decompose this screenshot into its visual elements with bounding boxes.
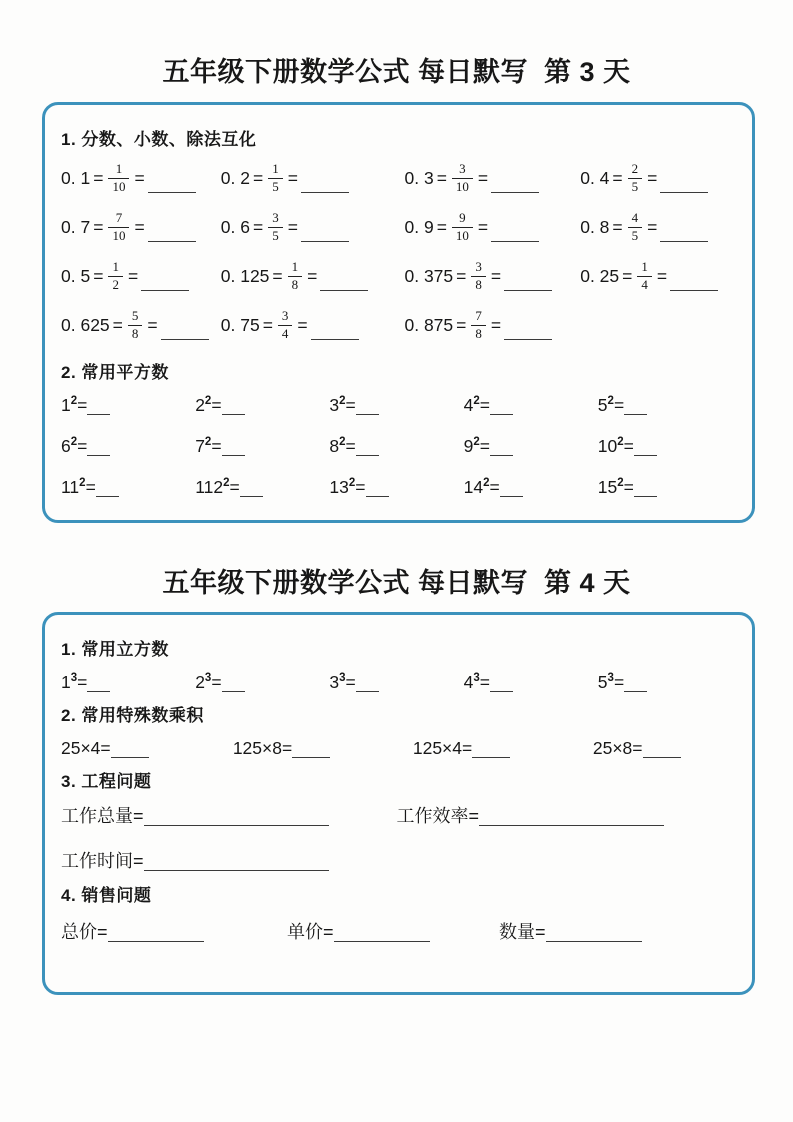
square-exponent: 2 (339, 395, 346, 408)
answer-blank (301, 241, 349, 242)
day3-squares-heading: 2. 常用平方数 (61, 363, 169, 382)
fraction-conversion-item (221, 154, 405, 203)
fraction-conversion-item (404, 301, 580, 350)
fraction-conversion-item (404, 252, 580, 301)
day4-sales-heading: 4. 销售问题 (61, 886, 152, 905)
equals-sign: = (133, 851, 144, 871)
fraction-numerator: 7 (471, 309, 486, 326)
square-base: 7 (195, 436, 205, 456)
square-item (598, 477, 732, 498)
decimal-value: 0. 1 (61, 168, 91, 188)
equals-sign: = (93, 217, 104, 237)
answer-blank (479, 825, 664, 826)
square-item (329, 477, 463, 498)
work-formula-item (61, 847, 397, 873)
product-item (593, 738, 732, 759)
answer-blank (491, 241, 539, 242)
fraction (108, 260, 123, 292)
square-item (61, 477, 195, 498)
square-item (329, 395, 463, 416)
fraction (471, 260, 486, 292)
fraction-conversion-item (61, 154, 221, 203)
equals-sign: = (535, 922, 546, 942)
day4-box (42, 612, 755, 995)
squares-grid (61, 395, 732, 498)
answer-blank (148, 192, 196, 193)
equals-sign: = (147, 315, 158, 335)
fraction-denominator: 8 (475, 277, 482, 292)
products-grid (61, 738, 732, 759)
fraction-conversion-item (221, 252, 405, 301)
day3-page-title: 五年级下册数学公式 每日默写 第 3 天 (162, 57, 631, 87)
answer-blank (624, 414, 647, 415)
fraction-numerator: 3 (278, 309, 293, 326)
product-expression: 125×4 (412, 738, 463, 758)
answer-blank (504, 339, 552, 340)
answer-blank (500, 496, 523, 497)
answer-blank (472, 757, 510, 758)
equals-sign: = (477, 217, 489, 237)
square-exponent: 2 (483, 477, 490, 490)
fraction-denominator: 5 (631, 228, 639, 243)
fraction-conversion-item (580, 252, 732, 301)
fraction-numerator: 4 (628, 211, 643, 228)
square-exponent: 2 (204, 436, 212, 449)
fraction (471, 309, 486, 341)
answer-blank (490, 414, 513, 415)
equals-sign: = (355, 477, 366, 497)
square-exponent: 2 (339, 436, 346, 449)
square-base: 15 (597, 477, 618, 497)
square-exponent: 2 (223, 477, 230, 490)
equals-sign: = (345, 436, 356, 456)
answer-blank (320, 290, 368, 291)
fraction-numerator: 1 (288, 260, 303, 277)
answer-blank (222, 414, 245, 415)
fraction (452, 162, 473, 194)
equals-sign: = (479, 395, 490, 415)
decimal-value: 0. 2 (220, 168, 250, 188)
decimal-value: 0. 3 (404, 168, 434, 188)
day4-work-heading: 3. 工程问题 (61, 772, 152, 791)
cube-base: 5 (597, 672, 608, 692)
equals-sign: = (211, 436, 222, 456)
fraction (628, 211, 643, 243)
equals-sign: = (77, 395, 88, 415)
answer-blank (660, 192, 708, 193)
equals-sign: = (262, 315, 273, 335)
equals-sign: = (456, 315, 467, 335)
fraction-numerator: 5 (128, 309, 143, 326)
product-item (413, 738, 593, 759)
square-base: 5 (597, 395, 608, 415)
square-item (464, 477, 598, 498)
square-item (195, 436, 329, 457)
square-item (598, 436, 732, 457)
equals-sign: = (77, 672, 88, 692)
work-formula-item (61, 802, 397, 828)
equals-sign: = (490, 315, 502, 335)
equals-sign: = (97, 922, 108, 942)
answer-blank (222, 455, 245, 456)
day4-page-title: 五年级下册数学公式 每日默写 第 4 天 (162, 568, 631, 598)
fraction-conversion-item (404, 203, 580, 252)
equals-sign: = (632, 738, 643, 758)
sales-term-label: 数量 (499, 922, 535, 942)
answer-blank (491, 192, 539, 193)
answer-blank (301, 192, 349, 193)
equals-sign: = (252, 168, 264, 188)
fractions-grid (61, 154, 732, 350)
answer-blank (292, 757, 330, 758)
fraction-conversion-item (221, 301, 405, 350)
equals-sign: = (272, 266, 283, 286)
fraction-numerator: 1 (108, 260, 123, 277)
fraction-numerator: 2 (628, 162, 643, 179)
fraction-denominator: 5 (272, 179, 279, 194)
fraction (452, 211, 473, 243)
equals-sign: = (479, 672, 490, 692)
decimal-value: 0. 9 (404, 217, 434, 237)
square-exponent: 2 (617, 436, 624, 449)
fraction-numerator: 3 (452, 162, 473, 179)
answer-blank (334, 941, 430, 942)
fraction (128, 309, 143, 341)
day3-box (42, 102, 755, 523)
sales-formula-item (61, 918, 287, 944)
fraction-denominator: 10 (455, 179, 469, 194)
equals-sign: = (436, 168, 447, 188)
fraction-conversion-item (580, 154, 732, 203)
equals-sign: = (656, 266, 668, 286)
square-item (61, 395, 195, 416)
fraction-numerator: 7 (108, 211, 129, 228)
decimal-value: 0. 7 (61, 217, 91, 237)
equals-sign: = (456, 266, 467, 286)
equals-sign: = (211, 395, 222, 415)
fraction-numerator: 1 (268, 162, 283, 179)
equals-sign: = (613, 672, 625, 692)
cube-exponent: 3 (204, 672, 212, 685)
equals-sign: = (462, 738, 473, 758)
answer-blank (504, 290, 552, 291)
fraction-denominator: 4 (641, 277, 648, 292)
fraction-conversion-item (404, 154, 580, 203)
equals-sign: = (134, 168, 145, 188)
decimal-value: 0. 8 (580, 217, 610, 237)
equals-sign: = (127, 266, 139, 286)
day3-fractions-heading: 1. 分数、小数、除法互化 (61, 130, 257, 149)
square-item (598, 395, 732, 416)
fraction-conversion-item (221, 203, 405, 252)
square-item (464, 436, 598, 457)
answer-blank (670, 290, 718, 291)
equals-sign: = (281, 738, 293, 758)
fraction-numerator: 1 (108, 162, 129, 179)
answer-blank (148, 241, 196, 242)
square-base: 4 (463, 395, 474, 415)
fraction-conversion-item (61, 203, 221, 252)
fraction (278, 309, 293, 341)
equals-sign: = (623, 477, 634, 497)
answer-blank (624, 691, 647, 692)
square-exponent: 2 (617, 477, 624, 490)
answer-blank (144, 870, 329, 871)
cube-exponent: 3 (607, 672, 614, 685)
equals-sign: = (647, 168, 658, 188)
cube-base: 3 (329, 672, 340, 692)
square-base: 14 (463, 477, 484, 497)
fraction (637, 260, 652, 292)
decimal-value: 0. 875 (404, 315, 454, 335)
square-base: 11 (61, 477, 80, 497)
square-base: 6 (61, 436, 71, 456)
square-item (329, 436, 463, 457)
equals-sign: = (252, 217, 264, 237)
answer-blank (660, 241, 708, 242)
answer-blank (311, 339, 359, 340)
cube-item (195, 672, 329, 693)
fraction-denominator: 10 (112, 179, 126, 194)
decimal-value: 0. 25 (580, 266, 620, 286)
day4-cubes-heading: 1. 常用立方数 (61, 640, 169, 659)
cube-item (61, 672, 195, 693)
product-expression: 25×4 (61, 738, 101, 758)
fraction-numerator: 3 (471, 260, 486, 277)
square-item (464, 395, 598, 416)
equals-sign: = (307, 266, 318, 286)
sales-formula-item (499, 918, 732, 944)
fraction-denominator: 5 (272, 228, 279, 243)
work-term-label: 工作总量 (61, 806, 133, 826)
fraction-numerator: 1 (637, 260, 652, 277)
answer-blank (634, 496, 657, 497)
answer-blank (87, 455, 110, 456)
answer-blank (356, 455, 379, 456)
answer-blank (356, 691, 379, 692)
answer-blank (643, 757, 681, 758)
equals-sign: = (287, 217, 298, 237)
answer-blank (87, 691, 110, 692)
fraction-denominator: 10 (455, 228, 469, 243)
work-term-label: 工作效率 (396, 806, 469, 826)
equals-sign: = (490, 266, 502, 286)
square-base: 3 (329, 395, 340, 415)
square-exponent: 2 (204, 395, 212, 408)
equals-sign: = (489, 477, 500, 497)
cube-exponent: 3 (70, 672, 78, 685)
cubes-grid (61, 672, 732, 693)
fraction-numerator: 9 (452, 211, 473, 228)
answer-blank (634, 455, 657, 456)
equals-sign: = (612, 217, 623, 237)
fraction (108, 211, 129, 243)
answer-blank (96, 496, 119, 497)
fraction-denominator: 8 (475, 326, 482, 341)
answer-blank (546, 941, 642, 942)
equals-sign: = (468, 806, 480, 826)
square-exponent: 2 (348, 477, 356, 490)
equals-sign: = (134, 217, 145, 237)
answer-blank (161, 339, 209, 340)
product-expression: 125×8 (232, 738, 282, 758)
equals-sign: = (100, 738, 111, 758)
equals-sign: = (133, 806, 144, 826)
fraction-numerator: 3 (268, 211, 283, 228)
decimal-value: 0. 375 (404, 266, 454, 286)
work-term-label: 工作时间 (61, 851, 133, 871)
answer-blank (108, 941, 204, 942)
fraction-denominator: 10 (112, 228, 126, 243)
answer-blank (141, 290, 189, 291)
square-exponent: 2 (473, 436, 480, 449)
fraction-conversion-item (61, 252, 221, 301)
equals-sign: = (477, 168, 489, 188)
answer-blank (222, 691, 245, 692)
product-expression: 25×8 (592, 738, 633, 758)
equals-sign: = (345, 395, 356, 415)
square-exponent: 2 (70, 395, 78, 408)
cube-base: 2 (195, 672, 205, 692)
product-item (61, 738, 233, 759)
decimal-value: 0. 125 (220, 266, 270, 286)
answer-blank (356, 414, 379, 415)
answer-blank (144, 825, 329, 826)
answer-blank (240, 496, 263, 497)
equals-sign: = (85, 477, 96, 497)
fraction (288, 260, 303, 292)
product-item (233, 738, 413, 759)
decimal-value: 0. 75 (220, 315, 260, 335)
fraction-denominator: 4 (281, 326, 289, 341)
fraction-conversion-item (61, 301, 221, 350)
equals-sign: = (287, 168, 298, 188)
equals-sign: = (613, 395, 625, 415)
equals-sign: = (623, 436, 634, 456)
decimal-value: 0. 625 (61, 315, 110, 335)
answer-blank (111, 757, 149, 758)
square-exponent: 2 (607, 395, 614, 408)
sales-formula-item (287, 918, 499, 944)
square-exponent: 2 (79, 477, 86, 490)
answer-blank (366, 496, 389, 497)
equals-sign: = (93, 168, 104, 188)
fraction (628, 162, 643, 194)
answer-blank (490, 691, 513, 692)
square-base: 13 (329, 477, 349, 497)
square-base: 10 (597, 436, 618, 456)
cube-item (598, 672, 732, 693)
cube-item (464, 672, 598, 693)
sales-formulas-grid (61, 918, 732, 944)
fraction-denominator: 8 (131, 326, 139, 341)
fraction (268, 211, 283, 243)
equals-sign: = (647, 217, 658, 237)
equals-sign: = (211, 672, 222, 692)
square-base: 1 (61, 395, 71, 415)
cube-exponent: 3 (473, 672, 480, 685)
sales-term-label: 单价 (287, 922, 323, 942)
fraction-conversion-item (580, 203, 732, 252)
square-base: 8 (329, 436, 340, 456)
square-base: 2 (195, 395, 205, 415)
work-formula-item (397, 802, 733, 828)
square-base: 112 (195, 477, 224, 497)
fraction-denominator: 2 (112, 277, 119, 292)
day4-products-heading: 2. 常用特殊数乘积 (61, 706, 204, 725)
cube-base: 1 (61, 672, 71, 692)
equals-sign: = (93, 266, 104, 286)
fraction-denominator: 8 (291, 277, 299, 292)
cube-item (329, 672, 463, 693)
decimal-value: 0. 4 (580, 168, 610, 188)
equals-sign: = (622, 266, 633, 286)
square-item (195, 477, 329, 498)
equals-sign: = (612, 168, 623, 188)
sales-term-label: 总价 (61, 922, 97, 942)
equals-sign: = (479, 436, 490, 456)
answer-blank (87, 414, 110, 415)
decimal-value: 0. 6 (220, 217, 250, 237)
answer-blank (490, 455, 513, 456)
decimal-value: 0. 5 (61, 266, 91, 286)
equals-sign: = (77, 436, 88, 456)
square-exponent: 2 (473, 395, 480, 408)
equals-sign: = (436, 217, 447, 237)
fraction (268, 162, 283, 194)
fraction-denominator: 5 (631, 179, 639, 194)
equals-sign: = (112, 315, 123, 335)
square-exponent: 2 (70, 436, 78, 449)
square-base: 9 (463, 436, 474, 456)
equals-sign: = (297, 315, 308, 335)
equals-sign: = (229, 477, 240, 497)
cube-base: 4 (463, 672, 474, 692)
square-item (61, 436, 195, 457)
equals-sign: = (345, 672, 356, 692)
equals-sign: = (323, 922, 334, 942)
fraction (108, 162, 129, 194)
square-item (195, 395, 329, 416)
work-formulas-grid (61, 802, 732, 873)
cube-exponent: 3 (339, 672, 346, 685)
